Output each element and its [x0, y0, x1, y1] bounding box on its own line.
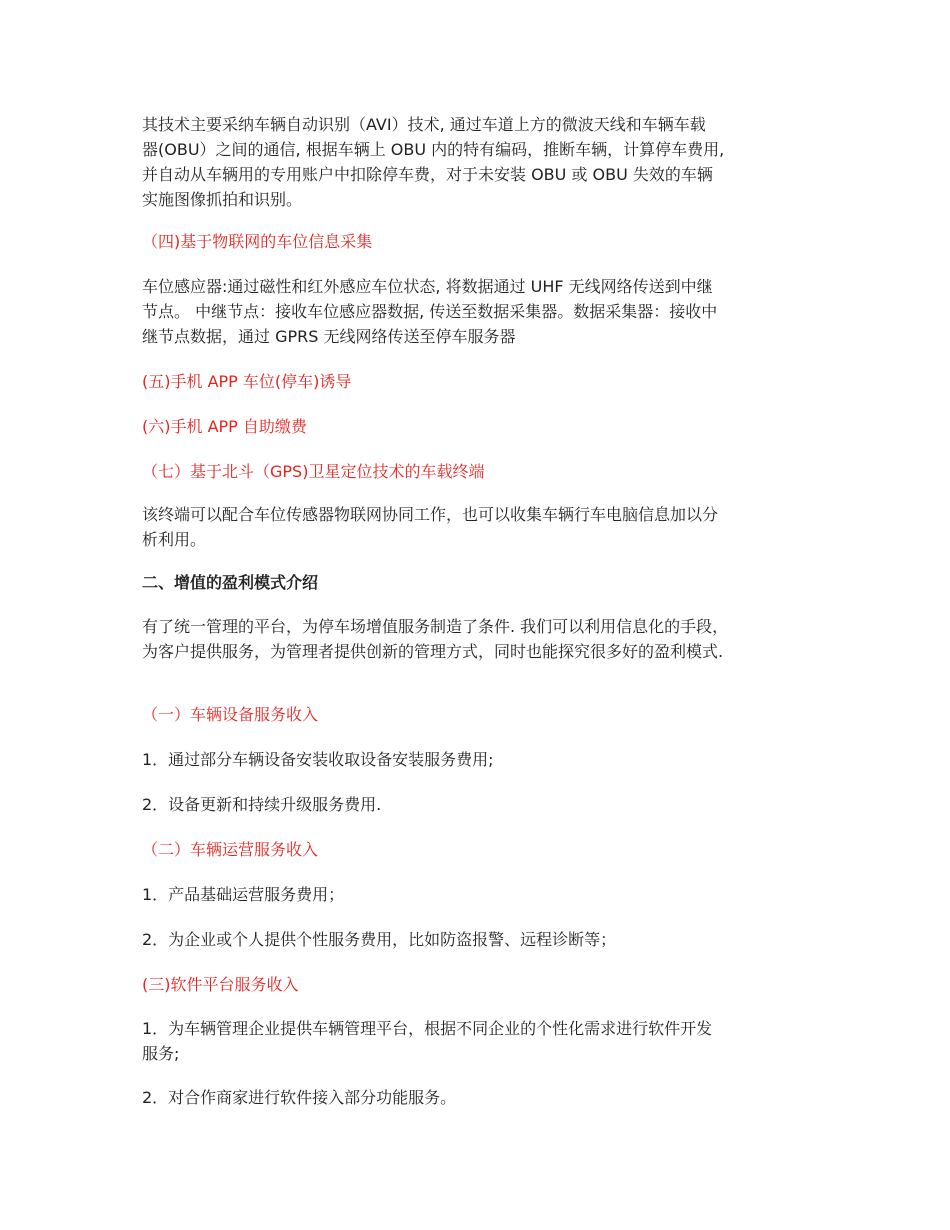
list-item — [142, 1016, 812, 1066]
text-line: 其技术主要采纳车辆自动识别（AVI）技术, 通过车道上方的微波天线和车辆车载 — [142, 115, 706, 134]
heading-operation-service-income: （二）车辆运营服务收入 — [142, 840, 319, 859]
text-line: 服务; — [142, 1044, 180, 1063]
text-line: 有了统一管理的平台，为停车场增值服务制造了条件. 我们可以利用信息化的手段， — [142, 617, 729, 636]
heading-iot-parking-info: （四)基于物联网的车位信息采集 — [142, 232, 373, 251]
text-line: 为客户提供服务，为管理者提供创新的管理方式，同时也能探究很多好的盈利模式. — [142, 642, 724, 661]
list-item: 2．设备更新和持续升级服务费用. — [142, 795, 382, 814]
text-line: 节点。 中继节点：接收车位感应器数据, 传送至数据采集器。数据采集器：接收中 — [142, 302, 718, 321]
text-line: 继节点数据，通过 GPRS 无线网络传送至停车服务器 — [142, 327, 516, 346]
list-item: 2．为企业或个人提供个性服务费用，比如防盗报警、远程诊断等； — [142, 930, 617, 949]
list-item: 2．对合作商家进行软件接入部分功能服务。 — [142, 1088, 457, 1107]
heading-beidou-terminal: （七）基于北斗（GPS)卫星定位技术的车载终端 — [142, 462, 485, 481]
list-item: 1．产品基础运营服务费用； — [142, 885, 345, 904]
heading-app-payment: (六)手机 APP 自助缴费 — [142, 417, 307, 436]
text-line: 1．为车辆管理企业提供车辆管理平台，根据不同企业的个性化需求进行软件开发 — [142, 1019, 713, 1038]
heading-app-guidance: (五)手机 APP 车位(停车)诱导 — [142, 372, 352, 391]
text-line: 该终端可以配合车位传感器物联网协同工作，也可以收集车辆行车电脑信息加以分 — [142, 505, 719, 524]
paragraph-platform — [142, 614, 812, 664]
text-line: 实施图像抓拍和识别。 — [142, 190, 303, 209]
paragraph-sensor — [142, 274, 812, 349]
section-heading-profit-model: 二、增值的盈利模式介绍 — [142, 573, 319, 592]
list-item: 1．通过部分车辆设备安装收取设备安装服务费用; — [142, 750, 494, 769]
text-line: 器(OBU）之间的通信, 根据车辆上 OBU 内的特有编码，推断车辆，计算停车费用, — [142, 140, 725, 159]
text-line: 车位感应器:通过磁性和红外感应车位状态, 将数据通过 UHF 无线网络传送到中继 — [142, 277, 713, 296]
paragraph-terminal — [142, 502, 812, 552]
text-line: 并自动从车辆用的专用账户中扣除停车费，对于未安装 OBU 或 OBU 失效的车辆 — [142, 165, 713, 184]
document-page — [142, 112, 812, 1110]
heading-device-service-income: （一）车辆设备服务收入 — [142, 705, 319, 724]
paragraph-avi-tech — [142, 112, 812, 212]
heading-software-platform-income: (三)软件平台服务收入 — [142, 975, 299, 994]
text-line: 析利用。 — [142, 530, 207, 549]
